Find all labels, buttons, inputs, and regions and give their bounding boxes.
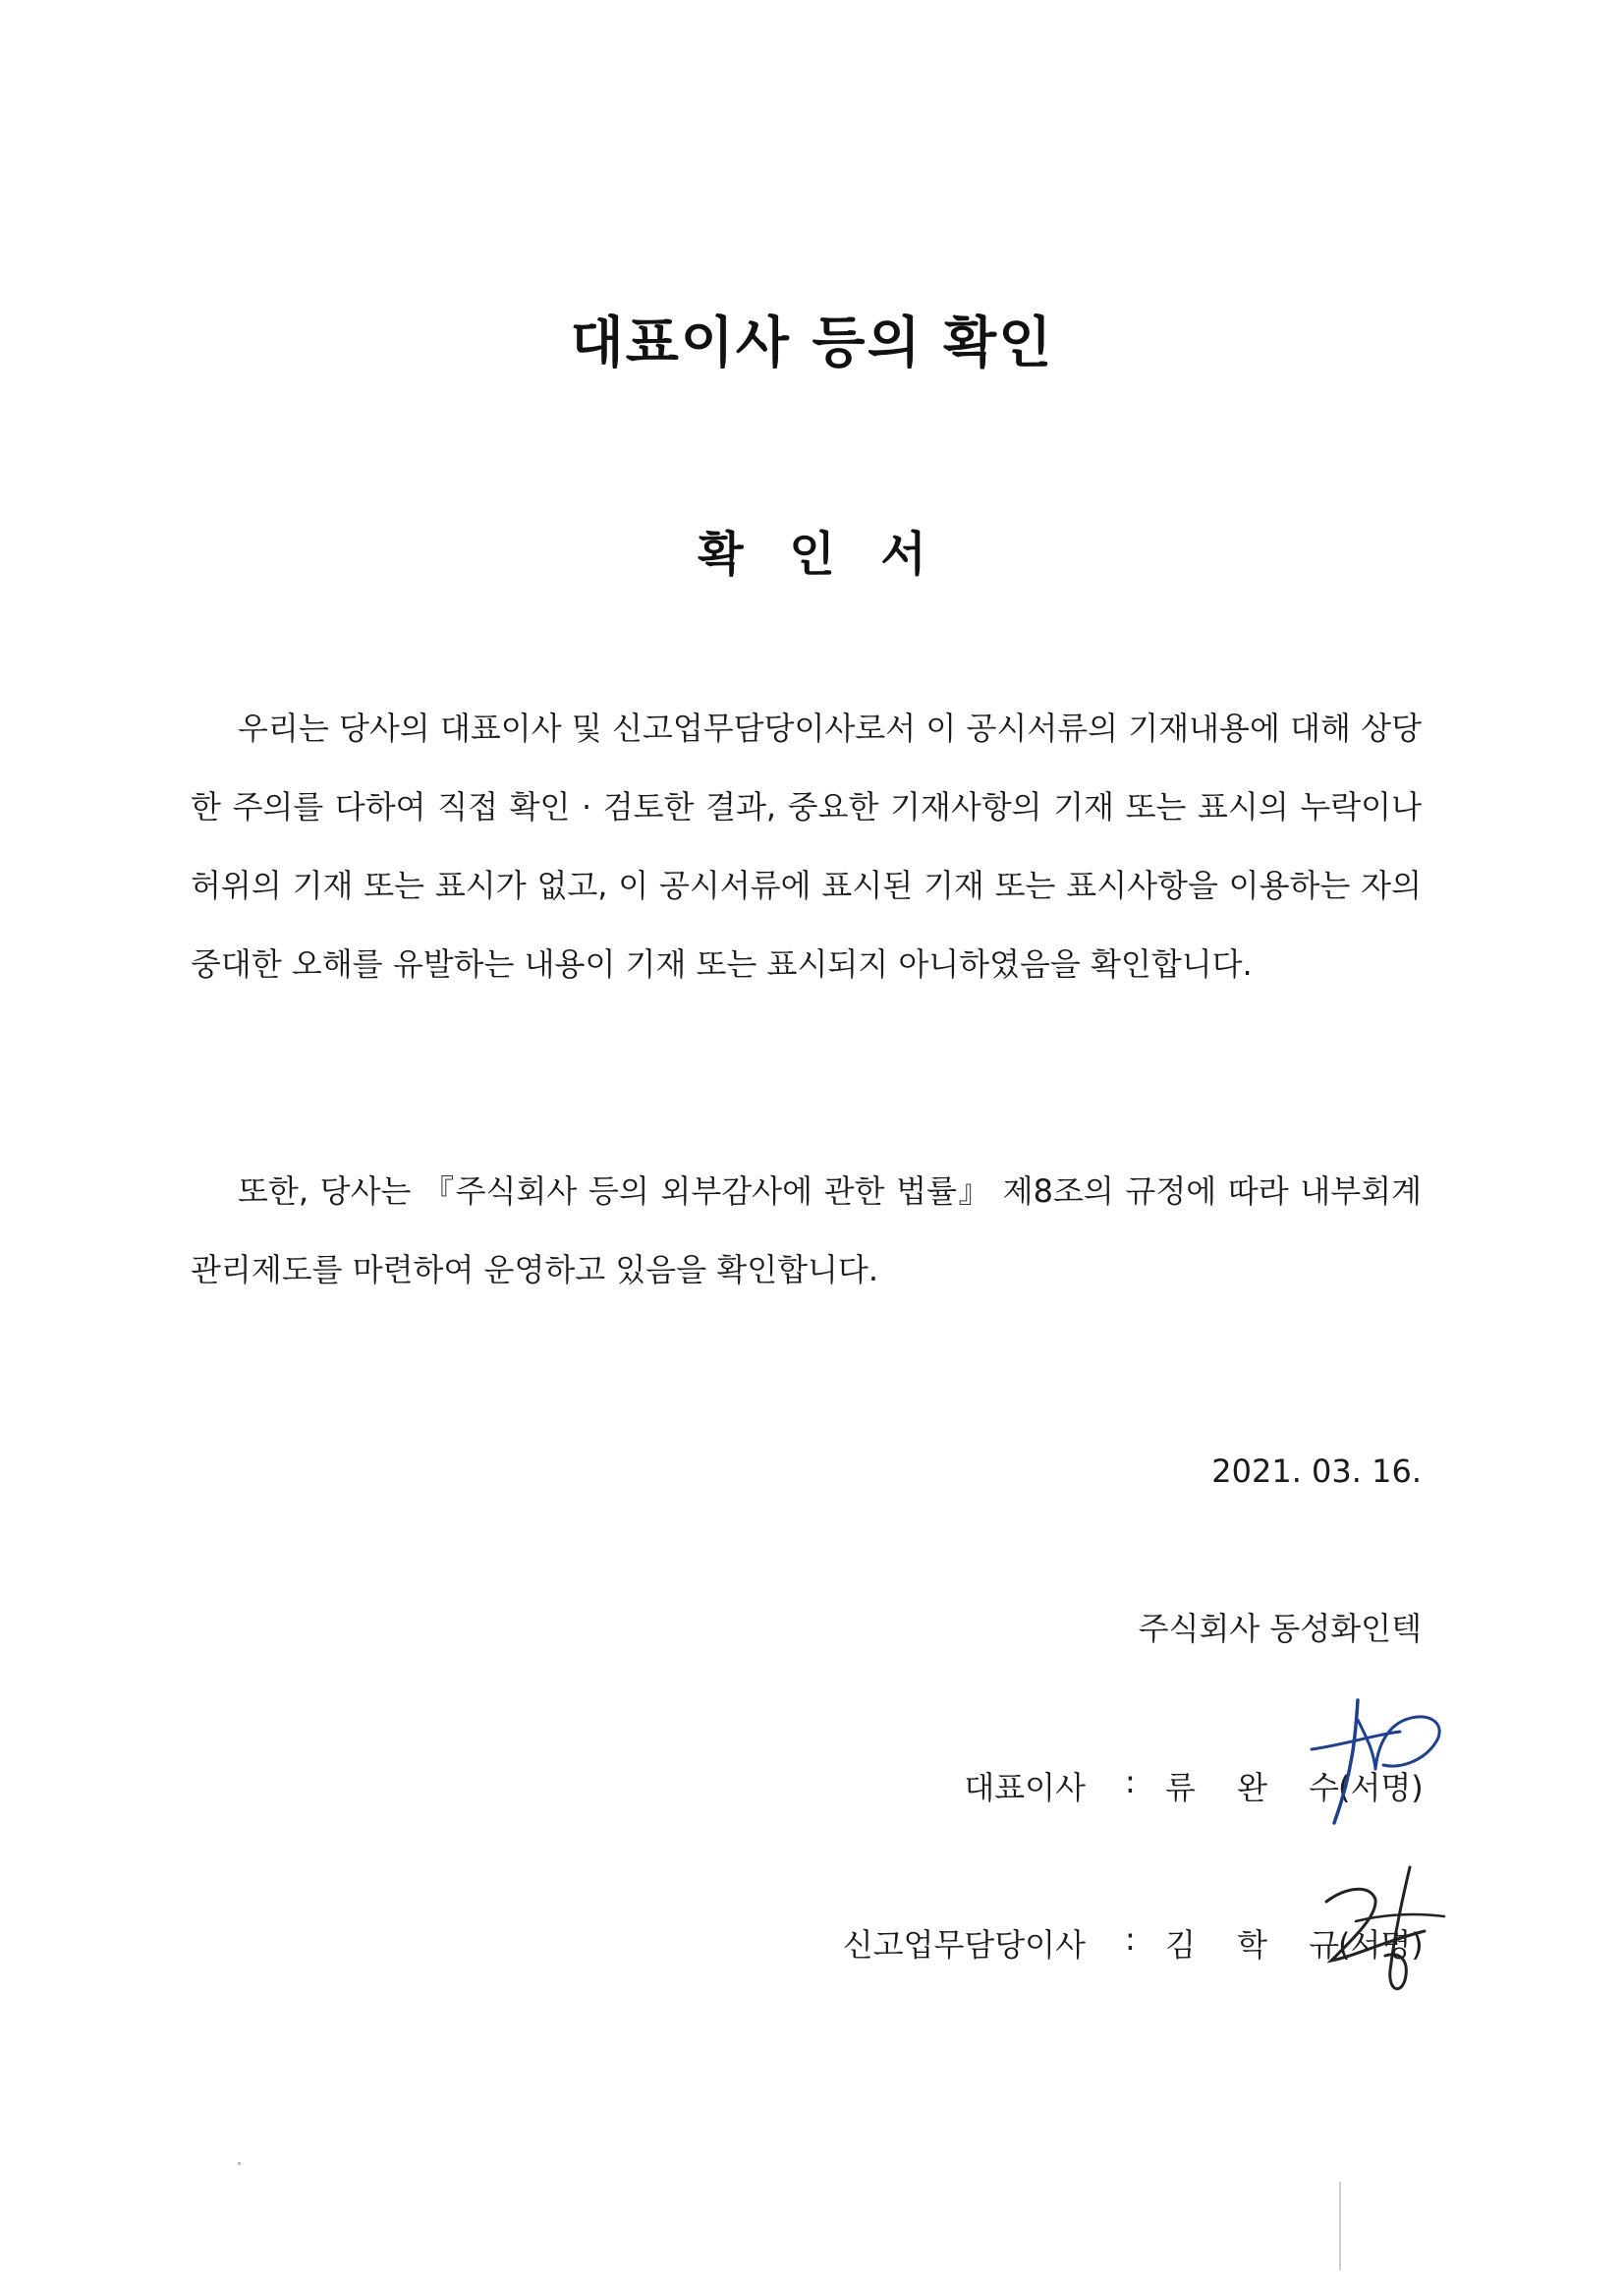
signatory-disclosure-officer-role bbox=[786, 1920, 1086, 1964]
signatory-colon: : bbox=[1125, 1763, 1136, 1800]
signatory-role: 신고업무담당이사 bbox=[842, 1926, 1086, 1964]
confirmation-paragraph-2: 또한, 당사는 『주식회사 등의 외부감사에 관한 법률』 제8조의 규정에 따라 내부회계관리제도를 마련하여 운영하고 있음을 확인합니다. bbox=[191, 1172, 1422, 1288]
document-title: 대표이사 등의 확인 bbox=[570, 312, 1054, 375]
signatory-colon: : bbox=[1125, 1920, 1136, 1958]
scan-line bbox=[1339, 2182, 1341, 2270]
document-subtitle: 확 인 서 bbox=[698, 527, 926, 582]
ceo-signature bbox=[1307, 1690, 1454, 1828]
signature-label: (서명) bbox=[1338, 1769, 1424, 1806]
scan-speck bbox=[238, 2162, 241, 2165]
signatory-ceo-name: 류 완 수 bbox=[1165, 1769, 1356, 1806]
signatory-role: 대표이사 bbox=[964, 1769, 1086, 1806]
disclosure-officer-signature bbox=[1316, 1862, 1454, 2000]
signature-label: (서명) bbox=[1338, 1926, 1424, 1964]
signatory-disclosure-officer-name: 김 학 규 bbox=[1165, 1926, 1356, 1964]
company-name: 주식회사 동성화인텍 bbox=[1138, 1610, 1422, 1647]
document-date: 2021. 03. 16. bbox=[1211, 1453, 1422, 1490]
signatory-ceo-role bbox=[884, 1763, 1086, 1806]
confirmation-paragraph-1: 우리는 당사의 대표이사 및 신고업무담당이사로서 이 공시서류의 기재내용에 대해 상당한 주의를 다하여 직접 확인 · 검토한 결과, 중요한 기재사항의 기재 또는 표시의 누락이나 허위의 기재 또는 표시가 없고, 이 공시서류에 표시된 기재 또는 표시사항을 이용하는 자의 중대한 오해를 유발하는 내용이 기재 또는 표시되지 아니하였음을 확인합니다. bbox=[191, 710, 1422, 983]
